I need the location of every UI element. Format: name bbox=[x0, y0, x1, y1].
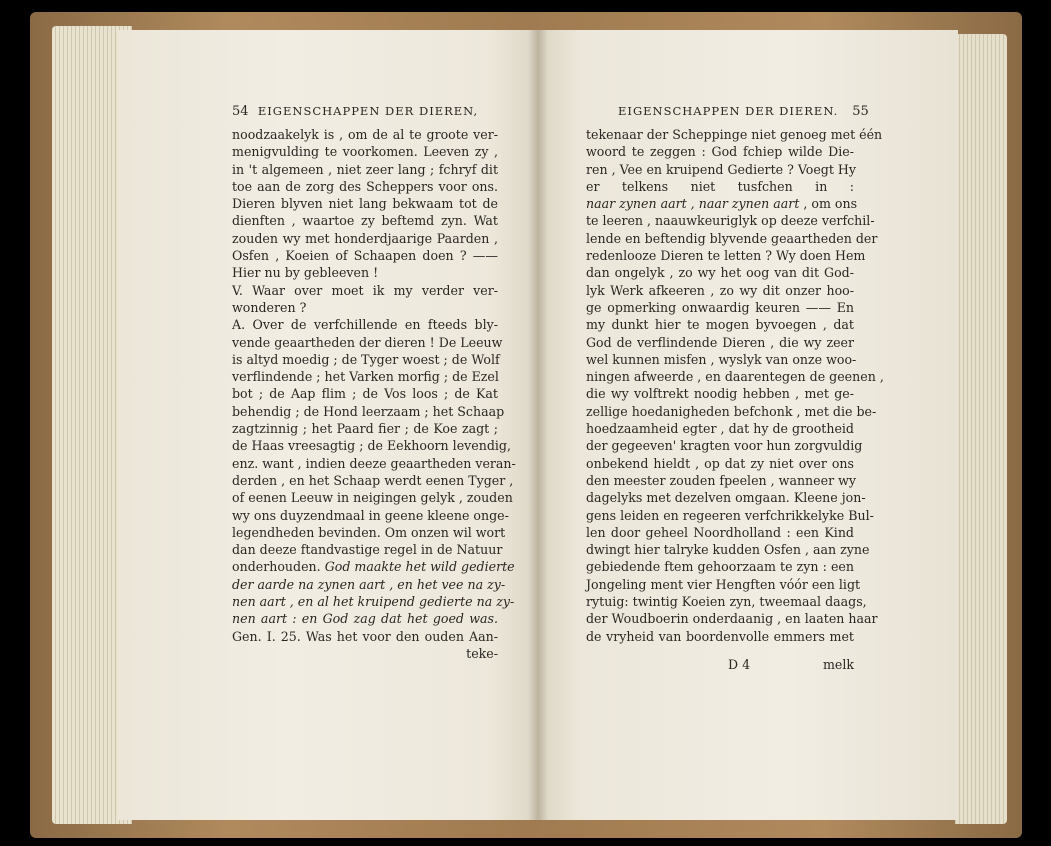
text-line: menigvulding te voorkomen. Leeven zy , bbox=[232, 144, 498, 160]
text-line: Osfen , Koeien of Schaapen doen ? —— bbox=[232, 248, 498, 264]
text-line: er telkens niet tusfchen in : bbox=[586, 178, 854, 194]
text-line: zagtzinnig ; het Paard fier ; de Koe zagt ; bbox=[232, 421, 498, 437]
text-line: ningen afweerde , en daarentegen de geenen , bbox=[586, 369, 884, 385]
right-page-edges bbox=[955, 34, 1007, 824]
text-line: der gegeeven' kragten voor hun zorgvuldig bbox=[586, 438, 863, 454]
text-line: Dieren blyven niet lang bekwaam tot de bbox=[232, 196, 498, 212]
text-line: my dunkt hier te mogen byvoegen , dat bbox=[586, 317, 854, 333]
text-line: tekenaar der Scheppinge niet genoeg met één bbox=[586, 127, 883, 142]
text-line: ge opmerking onwaardig keuren —— En bbox=[586, 299, 854, 315]
book-gutter bbox=[528, 30, 548, 820]
text-line: dan ongelyk , zo wy het oog van dit God- bbox=[586, 265, 854, 281]
text-line: wy ons duyzendmaal in geene kleene onge- bbox=[232, 507, 509, 523]
text-line: of eenen Leeuw in neigingen gelyk , zouden bbox=[232, 490, 513, 506]
text-line: hoedzaamheid egter , dat hy de grootheid bbox=[586, 421, 854, 437]
text-line: gebiedende ftem gehoorzaam te zyn : een bbox=[586, 559, 854, 575]
text-line: dienften , waartoe zy beftemd zyn. Wat bbox=[232, 213, 498, 229]
left-running-head-title: EIGENSCHAPPEN DER DIEREN, bbox=[257, 104, 479, 118]
text-line: naar zynen aart , naar zynen aart , om ons bbox=[586, 196, 858, 212]
text-line: bot ; de Aap flim ; de Vos loos ; de Kat bbox=[232, 386, 498, 402]
text-line: zellige hoedanigheden befchonk , met die be- bbox=[586, 403, 877, 419]
left-page bbox=[118, 30, 538, 820]
text-line: vende geaartheden der dieren ! De Leeuw bbox=[232, 334, 503, 350]
text-line: den meester zouden fpeelen , wanneer wy bbox=[586, 472, 856, 488]
right-running-head bbox=[618, 104, 869, 120]
text-line: verflindende ; het Varken morfig ; de Ezel bbox=[232, 369, 499, 385]
text-line: dagelyks met dezelven omgaan. Kleene jon- bbox=[586, 490, 866, 506]
text-line: teke- bbox=[466, 645, 498, 661]
text-line: is altyd moedig ; de Tyger woest ; de Wolf bbox=[232, 351, 500, 367]
text-line: zouden wy met honderdjaarige Paarden , bbox=[232, 230, 498, 246]
text-line: onderhouden. God maakte het wild gedierte bbox=[232, 559, 515, 575]
text-line: God de verflindende Dieren , die wy zeer bbox=[586, 334, 854, 350]
text-line: onbekend hieldt , op dat zy niet over ons bbox=[586, 455, 854, 471]
text-line: A. Over de verfchillende en fteeds bly- bbox=[232, 317, 498, 333]
text-line: behendig ; de Hond leerzaam ; het Schaap bbox=[232, 403, 505, 419]
left-page-number: 54 bbox=[232, 104, 249, 119]
right-page-number: 55 bbox=[852, 104, 869, 119]
text-line: der aarde na zynen aart , en het vee na zy- bbox=[232, 576, 506, 592]
text-line: noodzaakelyk is , om de al te groote ver- bbox=[232, 127, 498, 142]
right-page bbox=[538, 30, 958, 820]
text-line: der Woudboerin onderdaanig , en laaten haar bbox=[586, 611, 878, 627]
text-line: te leeren , naauwkeuriglyk op deeze verfchil- bbox=[586, 213, 875, 229]
text-line: len door geheel Noordholland : een Kind bbox=[586, 524, 854, 540]
text-line: redenlooze Dieren te letten ? Wy doen Hem bbox=[586, 248, 866, 264]
right-page-text bbox=[586, 126, 884, 645]
text-line: legendheden bevinden. Om onzen wil wort bbox=[232, 524, 506, 540]
text-line: lende en beftendig blyvende geaartheden der bbox=[586, 230, 878, 246]
text-line: nen aart , en al het kruipend gedierte na zy- bbox=[232, 594, 515, 610]
left-page-text bbox=[232, 126, 516, 662]
text-line: V. Waar over moet ik my verder ver- bbox=[232, 282, 498, 298]
text-line: nen aart : en God zag dat het goed was. bbox=[232, 611, 498, 627]
text-line: die wy volftrekt noodig hebben , met ge- bbox=[586, 386, 854, 402]
text-line: ren , Vee en kruipend Gedierte ? Voegt Hy bbox=[586, 161, 857, 177]
text-line: enz. want , indien deeze geaartheden veran- bbox=[232, 455, 516, 471]
right-running-head-title: EIGENSCHAPPEN DER DIEREN. bbox=[618, 104, 839, 118]
text-line: wel kunnen misfen , wyslyk van onze woo- bbox=[586, 351, 857, 367]
text-line: in 't algemeen , niet zeer lang ; fchryf dit bbox=[232, 161, 498, 177]
text-line: Jongeling ment vier Hengften vóór een ligt bbox=[586, 576, 861, 592]
text-line: Gen. I. 25. Was het voor den ouden Aan- bbox=[232, 628, 498, 644]
signature-mark: D 4 bbox=[728, 657, 751, 672]
text-line: de vryheid van boordenvolle emmers met bbox=[586, 628, 854, 644]
text-line: de Haas vreesagtig ; de Eekhoorn levendig, bbox=[232, 438, 511, 454]
catchword: melk bbox=[822, 657, 854, 672]
text-line: rytuig: twintig Koeien zyn, tweemaal daags, bbox=[586, 594, 867, 610]
text-line: gens leiden en regeeren verfchrikkelyke Bul- bbox=[586, 507, 874, 523]
text-line: dwingt hier talryke kudden Osfen , aan zyne bbox=[586, 542, 870, 558]
text-line: toe aan de zorg des Scheppers voor ons. bbox=[232, 178, 498, 194]
text-line: woord te zeggen : God fchiep wilde Die- bbox=[586, 144, 854, 160]
text-line: Hier nu by gebleeven ! bbox=[232, 265, 379, 281]
left-running-head bbox=[232, 104, 492, 120]
text-line: lyk Werk afkeeren , zo wy dit onzer hoo- bbox=[586, 282, 854, 298]
text-line: wonderen ? bbox=[232, 299, 307, 315]
text-line: derden , en het Schaap werdt eenen Tyger , bbox=[232, 472, 514, 488]
text-line: dan deeze ftandvastige regel in de Natuur bbox=[232, 542, 503, 558]
